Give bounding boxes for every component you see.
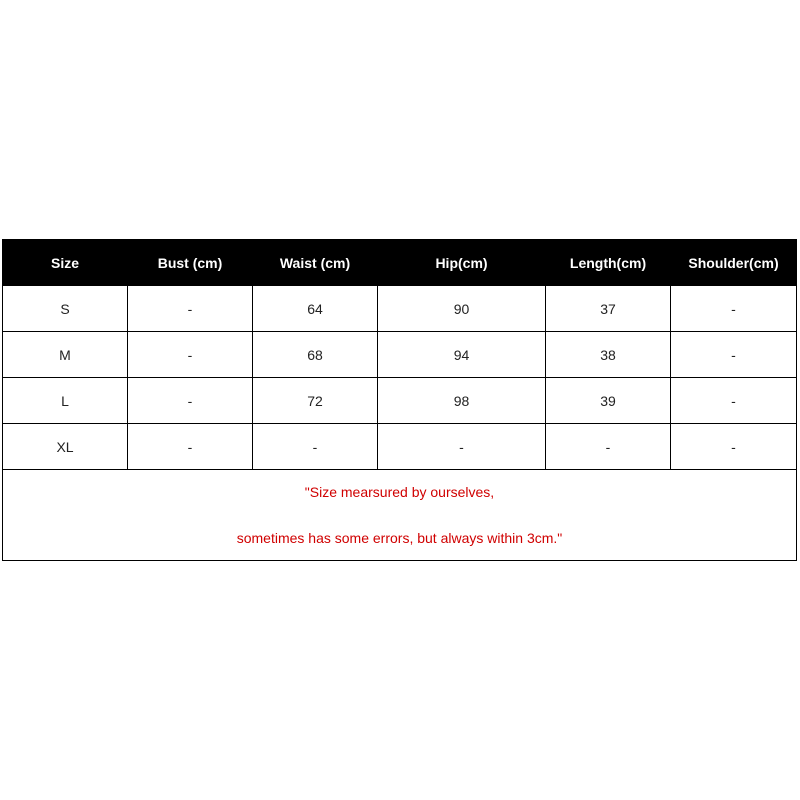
table-row-m bbox=[3, 332, 797, 378]
cell-bust: - bbox=[128, 424, 253, 470]
cell-length: 39 bbox=[546, 378, 671, 424]
table-row-xl bbox=[3, 424, 797, 470]
size-chart-body bbox=[3, 286, 797, 561]
cell-size: M bbox=[3, 332, 128, 378]
cell-hip: 90 bbox=[378, 286, 546, 332]
cell-bust: - bbox=[128, 286, 253, 332]
header-hip: Hip(cm) bbox=[378, 240, 546, 286]
header-row bbox=[3, 240, 797, 286]
cell-waist: 64 bbox=[253, 286, 378, 332]
cell-shoulder: - bbox=[671, 332, 797, 378]
note-line-1: "Size mearsured by ourselves, bbox=[304, 483, 495, 500]
size-chart-table bbox=[2, 239, 797, 561]
header-waist: Waist (cm) bbox=[253, 240, 378, 286]
cell-waist: 72 bbox=[253, 378, 378, 424]
cell-length: 37 bbox=[546, 286, 671, 332]
cell-size: XL bbox=[3, 424, 128, 470]
cell-hip: - bbox=[378, 424, 546, 470]
size-chart-header bbox=[3, 240, 797, 286]
header-size: Size bbox=[3, 240, 128, 286]
header-bust: Bust (cm) bbox=[128, 240, 253, 286]
cell-hip: 98 bbox=[378, 378, 546, 424]
header-length: Length(cm) bbox=[546, 240, 671, 286]
cell-waist: - bbox=[253, 424, 378, 470]
cell-size: L bbox=[3, 378, 128, 424]
cell-shoulder: - bbox=[671, 378, 797, 424]
cell-length: 38 bbox=[546, 332, 671, 378]
cell-bust: - bbox=[128, 332, 253, 378]
cell-bust: - bbox=[128, 378, 253, 424]
table-row-s bbox=[3, 286, 797, 332]
table-row-l bbox=[3, 378, 797, 424]
size-note bbox=[3, 470, 797, 561]
cell-size: S bbox=[3, 286, 128, 332]
cell-shoulder: - bbox=[671, 286, 797, 332]
cell-waist: 68 bbox=[253, 332, 378, 378]
header-shoulder: Shoulder(cm) bbox=[671, 240, 797, 286]
cell-hip: 94 bbox=[378, 332, 546, 378]
cell-shoulder: - bbox=[671, 424, 797, 470]
note-line-2: sometimes has some errors, but always within 3cm." bbox=[236, 529, 563, 546]
note-row bbox=[3, 470, 797, 561]
cell-length: - bbox=[546, 424, 671, 470]
